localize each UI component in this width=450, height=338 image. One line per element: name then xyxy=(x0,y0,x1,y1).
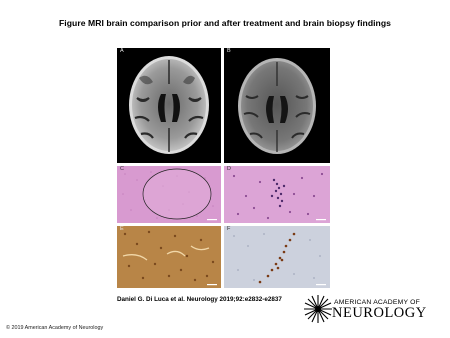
panel-f-label: F xyxy=(227,226,231,232)
panel-a-label: A xyxy=(120,48,124,54)
panel-c-label: C xyxy=(120,166,124,172)
histology-he-image xyxy=(224,166,330,223)
panel-d-biopsy-he-high xyxy=(224,166,330,223)
aan-logo xyxy=(302,291,438,329)
panel-b-mri-after xyxy=(224,48,330,163)
panel-d-label: D xyxy=(227,166,231,172)
histology-ihc-image xyxy=(117,226,221,288)
citation: Daniel G. Di Luca et al. Neurology 2019;92:e2832-e2837 xyxy=(117,296,282,303)
copyright-notice: © 2019 American Academy of Neurology xyxy=(6,325,104,331)
aan-logo-line1: AMERICAN ACADEMY OF xyxy=(334,299,421,306)
aan-starburst-icon xyxy=(302,293,334,325)
panel-e-label: E xyxy=(120,226,124,232)
aan-logo-line2: NEUROLOGY xyxy=(332,305,427,321)
panel-b-label: B xyxy=(227,48,231,54)
figure-title: Figure MRI brain comparison prior and after treatment and brain biopsy findings xyxy=(59,18,391,28)
histology-ihc-image xyxy=(224,226,330,288)
panel-f-immunostain xyxy=(224,226,330,288)
panel-a-mri-before xyxy=(117,48,221,163)
mri-brain-axial-image xyxy=(117,48,221,163)
panel-e-immunostain xyxy=(117,226,221,288)
mri-brain-axial-image xyxy=(224,48,330,163)
panel-c-biopsy-he xyxy=(117,166,221,223)
histology-he-image xyxy=(117,166,221,223)
